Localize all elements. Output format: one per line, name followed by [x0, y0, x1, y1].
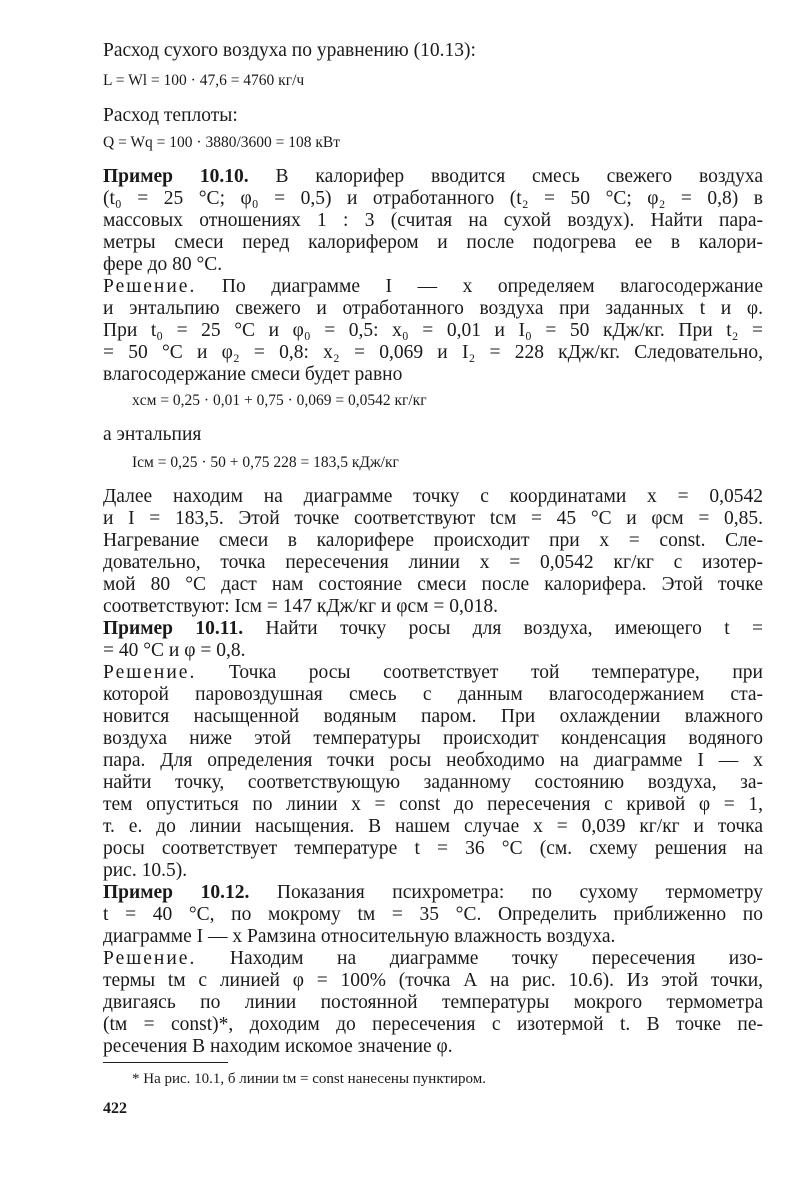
text-line: Пример 10.12. Показания психрометра: по сухому термометру	[103, 882, 764, 903]
text-line: влагосодержание смеси будет равно	[103, 364, 403, 385]
text-line: соответствуют: Iсм = 147 кДж/кг и φсм = 0,018.	[103, 596, 498, 617]
text-line: т. е. до линии насыщения. В нашем случае x = 0,039 кг/кг и точка	[103, 816, 763, 837]
text-line: термы tм с линией φ = 100% (точка А на рис. 10.6). Из этой точки,	[103, 970, 763, 991]
text-line: и I = 183,5. Этой точке соответствуют tсм = 45 °С и φсм = 0,85.	[103, 508, 763, 529]
text-line: При t₀ = 25 °С и φ₀ = 0,5: x₀ = 0,01 и I₀ = 50 кДж/кг. При t₂ =	[103, 320, 763, 341]
footnote: * На рис. 10.1, б линии tм = const нанесены пунктиром.	[132, 1071, 486, 1087]
text-line: Расход сухого воздуха по уравнению (10.13):	[103, 40, 476, 61]
text-line: = 50 °С и φ₂ = 0,8: x₂ = 0,069 и I₂ = 228 кДж/кг. Следовательно,	[103, 342, 763, 363]
text-line: Пример 10.10. В калорифер вводится смесь свежего воздуха	[103, 166, 763, 187]
text-line: пара. Для определения точки росы необходимо на диаграмме I — x	[103, 750, 763, 771]
text-line: которой паровоздушная смесь с данным влагосодержанием ста-	[103, 684, 763, 705]
text-line: диаграмме I — x Рамзина относительную влажность воздуха.	[103, 926, 616, 947]
text-line: Решение. Точка росы соответствует той температуре, при	[103, 662, 763, 683]
text-line: t = 40 °С, по мокрому tм = 35 °С. Определить приближенно по	[103, 904, 763, 925]
formula-line: Iсм = 0,25 · 50 + 0,75 228 = 183,5 кДж/кг	[132, 454, 399, 471]
text-line: двигаясь по линии постоянной температуры мокрого термометра	[103, 992, 763, 1013]
formula-line: L = Wl = 100 · 47,6 = 4760 кг/ч	[103, 72, 305, 89]
text-line: Нагревание смеси в калорифере происходит при x = const. Сле-	[103, 530, 763, 551]
text-line: ресечения B находим искомое значение φ.	[103, 1036, 453, 1057]
page-number: 422	[103, 1100, 127, 1117]
text-line: Решение. Находим на диаграмме точку пересечения изо-	[103, 948, 763, 969]
text-line: метры смеси перед калорифером и после подогрева ее в калори-	[103, 232, 763, 253]
text-line: Далее находим на диаграмме точку с координатами x = 0,0542	[103, 486, 763, 507]
text-line: и энтальпию свежего и отработанного воздуха при заданных t и φ.	[103, 298, 763, 319]
text-line: новится насыщенной водяным паром. При охлаждении влажного	[103, 706, 763, 727]
example-heading: Пример 10.12.	[103, 882, 250, 903]
text-line: Пример 10.11. Найти точку росы для воздуха, имеющего t =	[103, 618, 763, 639]
text-line: мой 80 °С даст нам состояние смеси после калорифера. Этой точке	[103, 574, 763, 595]
text-line: довательно, точка пересечения линии x = 0,0542 кг/кг с изотер-	[103, 552, 763, 573]
formula-line: xсм = 0,25 · 0,01 + 0,75 · 0,069 = 0,0542 кг/кг	[132, 392, 427, 409]
formula-line: Q = Wq = 100 · 3880/3600 = 108 кВт	[103, 134, 341, 151]
text-line: рис. 10.5).	[103, 860, 188, 881]
solution-label: Решение.	[103, 276, 197, 297]
text-line: (t₀ = 25 °С; φ₀ = 0,5) и отработанного (t₂ = 50 °С; φ₂ = 0,8) в	[103, 188, 763, 209]
text-line: тем опуститься по линии x = const до пересечения с кривой φ = 1,	[103, 794, 763, 815]
text-line: воздуха ниже этой температуры происходит конденсация водяного	[103, 728, 763, 749]
text-line: а энтальпия	[103, 424, 202, 445]
text-line: = 40 °С и φ = 0,8.	[103, 640, 246, 661]
text-line: росы соответствует температуре t = 36 °С (см. схему решения на	[103, 838, 763, 859]
solution-label: Решение.	[103, 948, 197, 969]
text-line: массовых отношениях 1 : 3 (считая на сухой воздух). Найти пара-	[103, 210, 763, 231]
text-line: найти точку, соответствующую заданному состоянию воздуха, за-	[103, 772, 763, 793]
footnote-rule	[103, 1062, 228, 1063]
example-heading: Пример 10.11.	[103, 618, 244, 639]
text-line: (tм = const)*, доходим до пересечения с изотермой t. В точке пе-	[103, 1014, 763, 1035]
text-line: Решение. По диаграмме I — x определяем влагосодержание	[103, 276, 763, 297]
example-heading: Пример 10.10.	[103, 166, 249, 187]
solution-label: Решение.	[103, 662, 197, 683]
text-line: фере до 80 °С.	[103, 254, 223, 275]
text-line: Расход теплоты:	[103, 105, 238, 126]
